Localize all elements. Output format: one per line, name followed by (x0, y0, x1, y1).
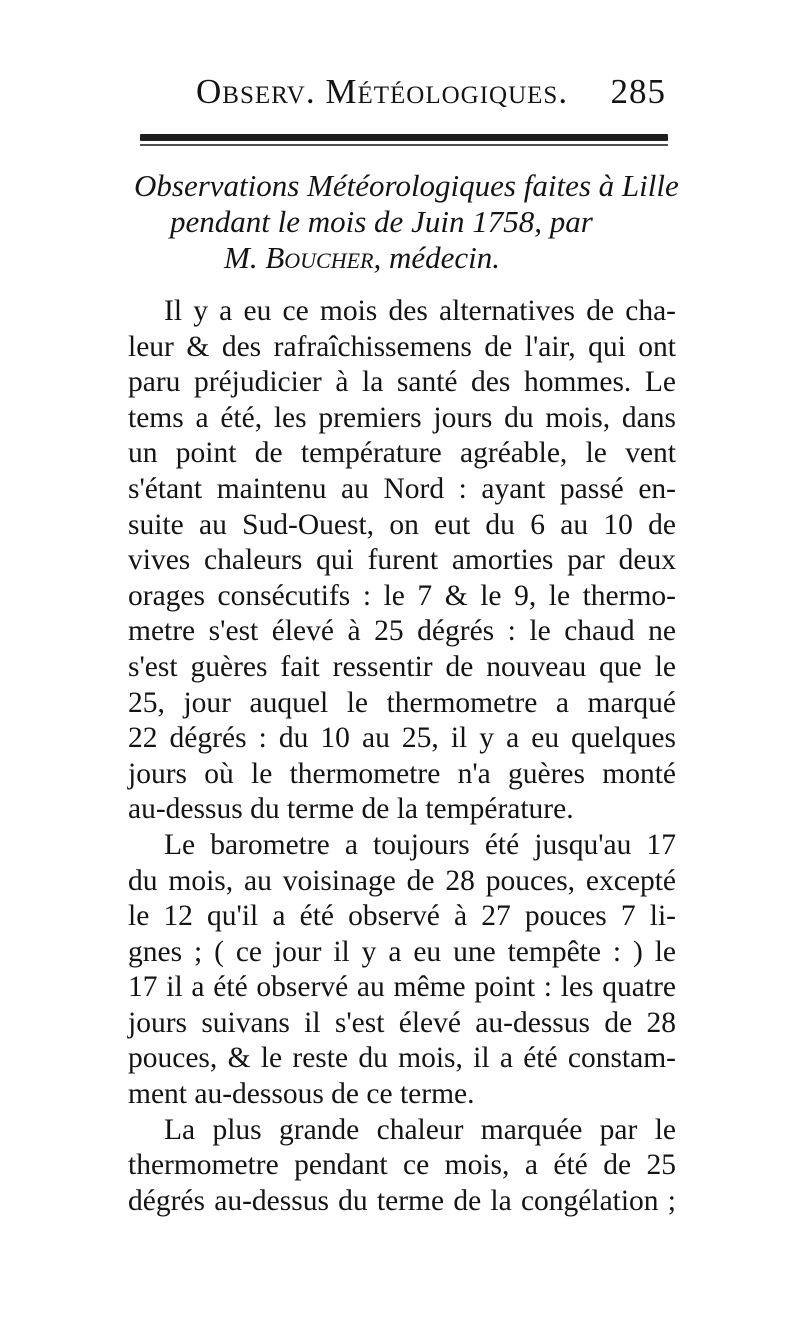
text-line: gnes ; ( ce jour il y a eu une tempête : ) le (128, 935, 676, 968)
text-line: paru préjudicier à la santé des hommes. Le (128, 366, 676, 399)
heading-line-2: pendant le mois de Juin 1758, par (170, 204, 593, 239)
article-heading (128, 168, 679, 276)
text-line: tems a été, les premiers jours du mois, dans (128, 401, 676, 434)
text-line: La plus grande chaleur marquée par le (164, 1113, 676, 1146)
running-head-title: Observ. Météologiques. (196, 72, 569, 111)
heading-line-1: Observations Météorologiques faites à Lille (134, 168, 679, 203)
paragraph-2 (128, 828, 676, 1113)
text-line: au-dessus du terme de la température. (128, 793, 574, 826)
text-line: 25, jour auquel le thermometre a marqué (128, 686, 676, 719)
text-line: 22 dégrés : du 10 au 25, il y a eu quelques (128, 722, 676, 755)
text-line: s'est guères fait ressentir de nouveau que le (128, 650, 676, 683)
header-rule-thin (140, 144, 668, 146)
text-line: ment au-dessous de ce terme. (128, 1078, 475, 1111)
text-line: metre s'est élevé à 25 dégrés : le chaud ne (128, 615, 676, 648)
page-number: 285 (610, 72, 666, 111)
body-text (128, 294, 676, 1219)
text-line: thermometre pendant ce mois, a été de 25 (128, 1149, 676, 1182)
text-line: suite au Sud-Ouest, on eut du 6 au 10 de (128, 508, 676, 541)
text-line: 17 il a été observé au même point : les quatre (128, 971, 676, 1004)
author-name: M. Boucher (224, 240, 374, 275)
text-line: dégrés au-dessus du terme de la congélation ; (128, 1184, 676, 1217)
author-title: , médecin. (373, 240, 501, 275)
text-line: Il y a eu ce mois des alternatives de cha- (164, 295, 676, 327)
heading-line-3 (128, 240, 676, 276)
text-line: s'étant maintenu au Nord : ayant passé en- (128, 472, 676, 505)
running-head (196, 72, 666, 122)
text-line: Le barometre a toujours été jusqu'au 17 (164, 828, 676, 861)
text-line: jours suivans il s'est élevé au-dessus de 28 (128, 1006, 676, 1039)
text-line: un point de température agréable, le vent (128, 437, 676, 470)
text-line: du mois, au voisinage de 28 pouces, excepté (128, 864, 676, 897)
text-line: le 12 qu'il a été observé à 27 pouces 7 li- (128, 900, 676, 933)
text-line: leur & des rafraîchissemens de l'air, qui ont (128, 330, 676, 363)
paragraph-1 (128, 294, 676, 828)
text-line: orages consécutifs : le 7 & le 9, le thermo- (128, 579, 676, 612)
text-line: vives chaleurs qui furent amorties par deux (128, 544, 676, 577)
text-line: jours où le thermometre n'a guères monté (128, 757, 676, 790)
paragraph-3 (128, 1113, 676, 1220)
text-line: pouces, & le reste du mois, il a été constam- (128, 1042, 676, 1075)
header-rule (140, 134, 668, 141)
